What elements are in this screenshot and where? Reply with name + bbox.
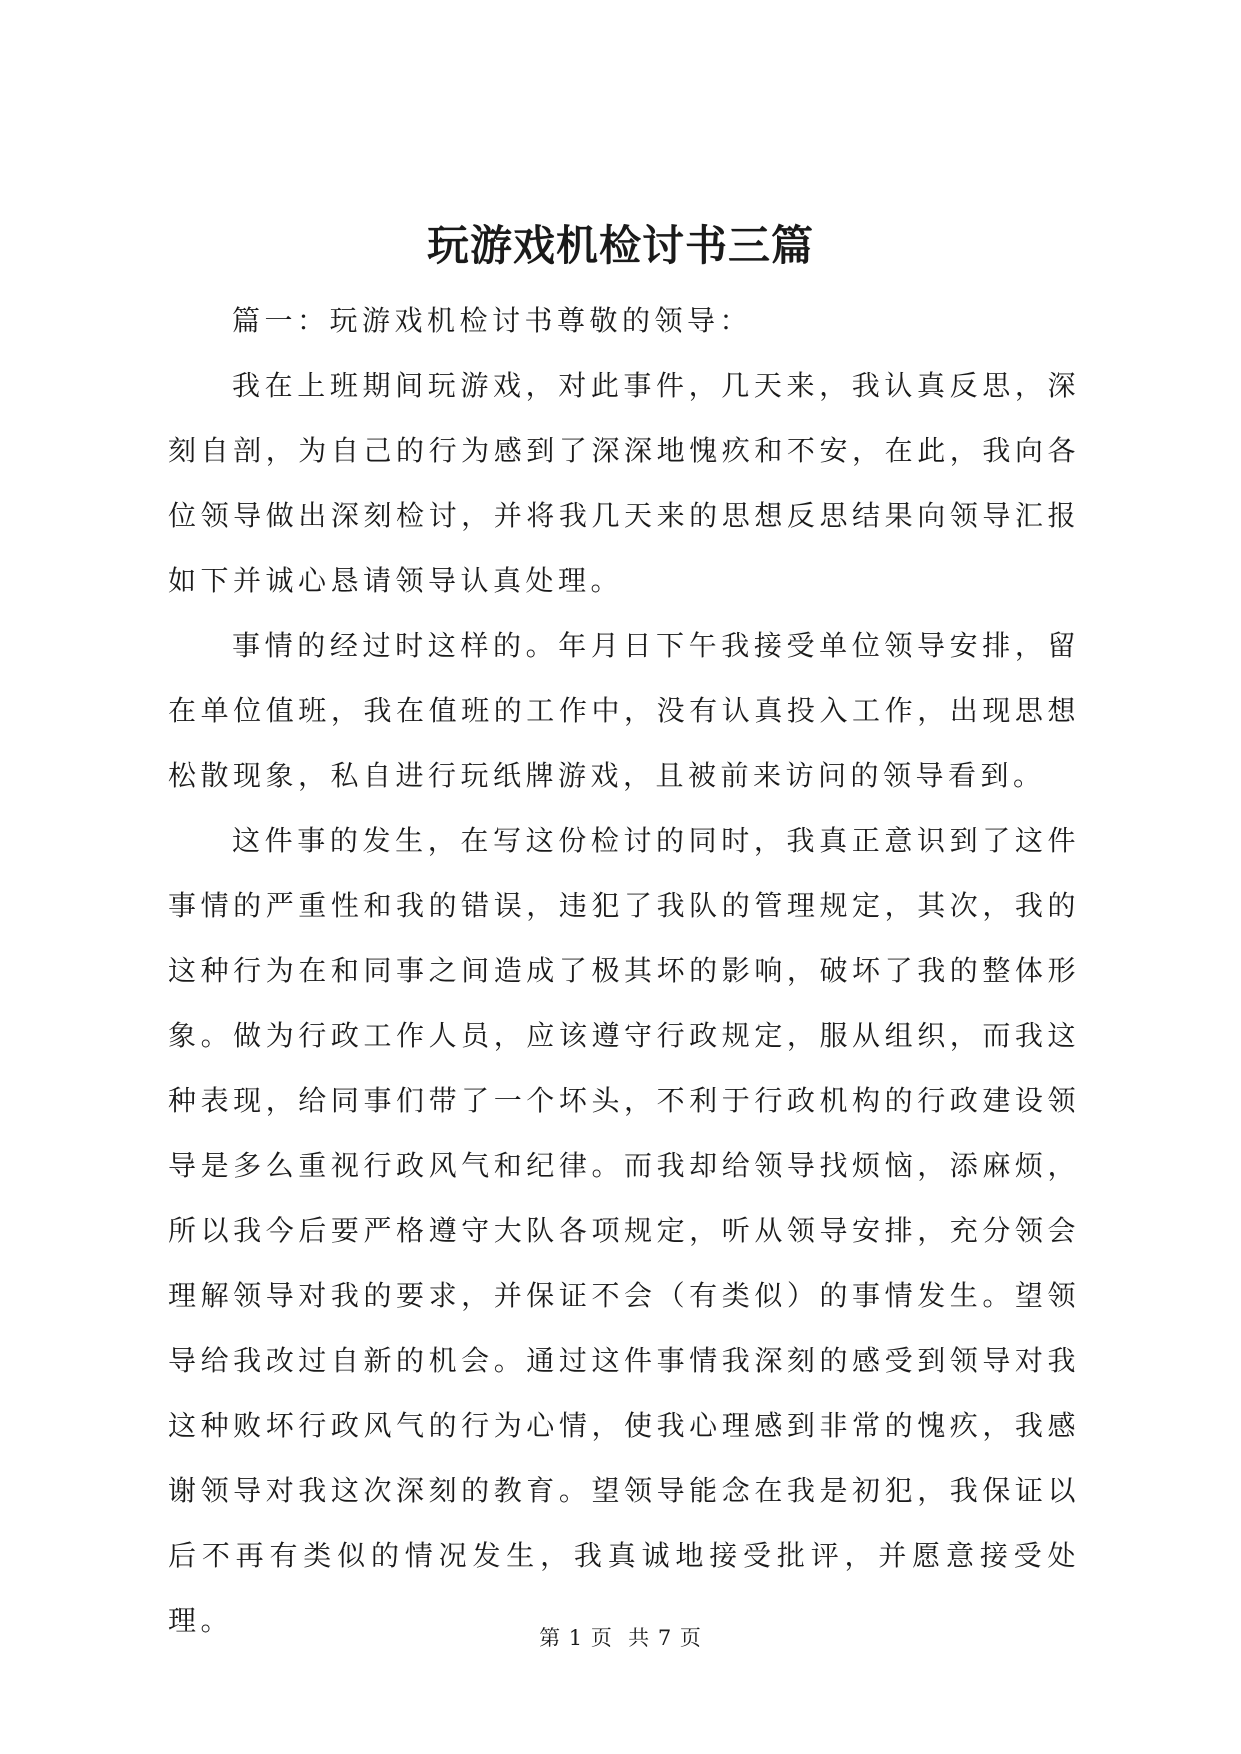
paragraph-heading: 篇一：玩游戏机检讨书尊敬的领导：	[232, 304, 753, 337]
document-body	[168, 288, 1080, 1653]
page-number: 第 1 页 共 7 页	[539, 1626, 702, 1650]
paragraph: 这件事的发生，在写这份检讨的同时，我真正意识到了这件事情的严重性和我的错误，违犯了我队的管理规定，其次，我的这种行为在和同事之间造成了极其坏的影响，破坏了我的整体形象。做为行政工作人员，应该遵守行政规定，服从组织，而我这种表现，给同事们带了一个坏头，不利于行政机构的行政建设领导是多么重视行政风气和纪律。而我却给领导找烦恼，添麻烦，所以我今后要严格遵守大队各项规定，听从领导安排，充分领会理解领导对我的要求，并保证不会（有类似）的事情发生。望领导给我改过自新的机会。通过这件事情我深刻的感受到领导对我这种败坏行政风气的行为心情，使我心理感到非常的愧疚，我感谢领导对我这次深刻的教育。望领导能念在我是初犯，我保证以后不再有类似的情况发生，我真诚地接受批评，并愿意接受处理。	[168, 824, 1080, 1637]
paragraph: 事情的经过时这样的。年月日下午我接受单位领导安排，留在单位值班，我在值班的工作中，没有认真投入工作，出现思想松散现象，私自进行玩纸牌游戏，且被前来访问的领导看到。	[168, 629, 1080, 792]
document-title: 玩游戏机检讨书三篇	[426, 221, 814, 270]
page-footer	[0, 1624, 1241, 1652]
paragraph: 我在上班期间玩游戏，对此事件，几天来，我认真反思，深刻自剖，为自己的行为感到了深深地愧疚和不安，在此，我向各位领导做出深刻检讨，并将我几天来的思想反思结果向领导汇报如下并诚心恳请领导认真处理。	[168, 369, 1080, 597]
